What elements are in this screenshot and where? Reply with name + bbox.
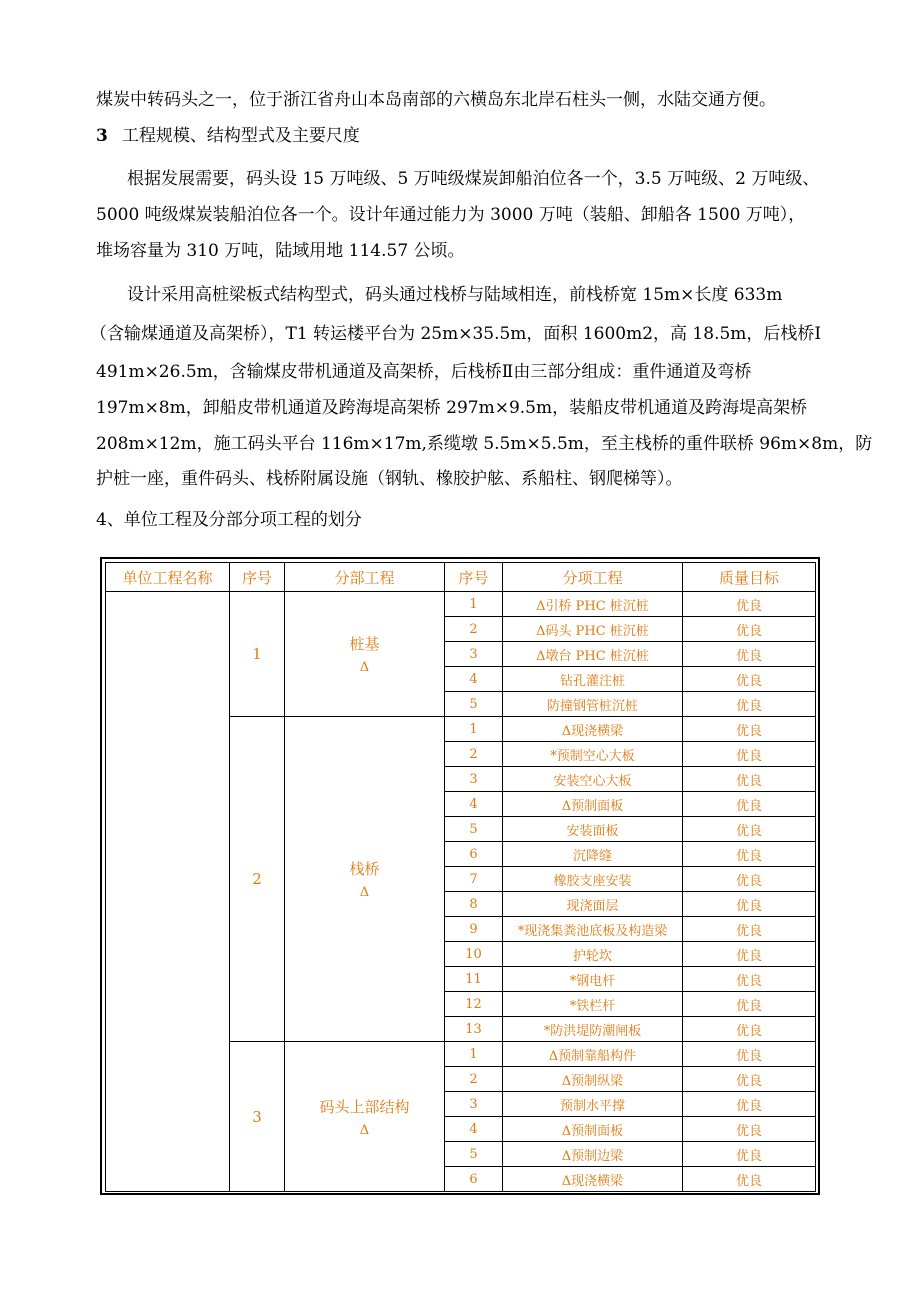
paragraph-line: 煤炭中转码头之一，位于浙江省舟山本岛南部的六横岛东北岸石柱头一侧，水陆交通方便。 (96, 90, 776, 110)
item-name: Δ墩台 PHC 桩沉桩 (503, 642, 683, 667)
item-number: 3 (445, 1092, 503, 1117)
quality-target: 优良 (683, 692, 816, 717)
item-name: 沉降缝 (503, 842, 683, 867)
item-number: 11 (445, 967, 503, 992)
header-unit-name: 单位工程名称 (106, 563, 230, 592)
quality-target: 优良 (683, 767, 816, 792)
header-division-name: 分部工程 (285, 563, 445, 592)
item-name: 钻孔灌注桩 (503, 667, 683, 692)
item-number: 13 (445, 1017, 503, 1042)
paragraph-line: 208m×12m，施工码头平台 116m×17m,系缆墩 5.5m×5.5m，至主栈桥的重件联桥 96m×8m，防 (96, 434, 873, 454)
paragraph-line: 491m×26.5m，含输煤皮带机通道及高架桥，后栈桥Ⅱ由三部分组成：重件通道及弯桥 (96, 362, 752, 382)
project-division-table (100, 557, 820, 1195)
item-number: 3 (445, 642, 503, 667)
quality-target: 优良 (683, 867, 816, 892)
header-item-name: 分项工程 (503, 563, 683, 592)
quality-target: 优良 (683, 967, 816, 992)
division-name-cell (285, 1042, 445, 1192)
item-number: 5 (445, 1142, 503, 1167)
item-number: 4 (445, 667, 503, 692)
item-name: 现浇面层 (503, 892, 683, 917)
item-name: 防撞钢管桩沉桩 (503, 692, 683, 717)
item-name: Δ码头 PHC 桩沉桩 (503, 617, 683, 642)
quality-target: 优良 (683, 842, 816, 867)
item-name: 预制水平撑 (503, 1092, 683, 1117)
table-row (106, 592, 816, 617)
unit-name-cell (106, 592, 230, 1192)
division-name-cell (285, 717, 445, 1042)
item-name: Δ预制靠船构件 (503, 1042, 683, 1067)
item-number: 5 (445, 817, 503, 842)
paragraph-line: 5000 吨级煤炭装船泊位各一个。设计年通过能力为 3000 万吨（装船、卸船各 1500 万吨）， (96, 205, 806, 225)
item-number: 1 (445, 1042, 503, 1067)
item-name: Δ预制面板 (503, 792, 683, 817)
quality-target: 优良 (683, 1067, 816, 1092)
item-number: 12 (445, 992, 503, 1017)
item-name: Δ现浇横梁 (503, 1167, 683, 1192)
quality-target: 优良 (683, 1017, 816, 1042)
item-name: *预制空心大板 (503, 742, 683, 767)
quality-target: 优良 (683, 642, 816, 667)
paragraph-line: （含输煤通道及高架桥），T1 转运楼平台为 25m×35.5m，面积 1600m2，高 18.5m，后栈桥Ⅰ (90, 324, 822, 344)
item-number: 10 (445, 942, 503, 967)
quality-target: 优良 (683, 742, 816, 767)
quality-target: 优良 (683, 717, 816, 742)
division-grid (105, 562, 816, 1192)
item-number: 1 (445, 592, 503, 617)
item-name: 橡胶支座安装 (503, 867, 683, 892)
item-number: 4 (445, 1117, 503, 1142)
paragraph-line: 护桩一座，重件码头、栈桥附属设施（钢轨、橡胶护舷、系船柱、钢爬梯等）。 (96, 469, 683, 489)
division-number: 2 (230, 717, 285, 1042)
paragraph-line: 根据发展需要，码头设 15 万吨级、5 万吨级煤炭卸船泊位各一个，3.5 万吨级、2 万吨级、 (127, 169, 820, 189)
quality-target: 优良 (683, 792, 816, 817)
division-name: 码头上部结构 (319, 1097, 410, 1116)
key-division-mark: Δ (359, 1122, 370, 1138)
section-number: 3 (96, 126, 108, 146)
quality-target: 优良 (683, 1167, 816, 1192)
paragraph-line: 堆场容量为 310 万吨，陆域用地 114.57 公顷。 (96, 241, 465, 261)
quality-target: 优良 (683, 667, 816, 692)
division-number: 1 (230, 592, 285, 717)
item-number: 2 (445, 1067, 503, 1092)
item-name: 安装面板 (503, 817, 683, 842)
item-name: *现浇集粪池底板及构造梁 (503, 917, 683, 942)
division-number: 3 (230, 1042, 285, 1192)
section-heading-3 (96, 124, 360, 148)
quality-target: 优良 (683, 1042, 816, 1067)
item-number: 6 (445, 842, 503, 867)
quality-target: 优良 (683, 1117, 816, 1142)
key-division-mark: Δ (359, 660, 370, 675)
item-number: 5 (445, 692, 503, 717)
key-division-mark: Δ (359, 885, 370, 900)
item-name: 安装空心大板 (503, 767, 683, 792)
division-name-cell (285, 592, 445, 717)
item-name: *防洪堤防潮闸板 (503, 1017, 683, 1042)
item-name: *铁栏杆 (503, 992, 683, 1017)
paragraph-line: 设计采用高桩梁板式结构型式，码头通过栈桥与陆域相连，前栈桥宽 15m×长度 633m (127, 285, 783, 305)
section-heading-4: 4、单位工程及分部分项工程的划分 (96, 510, 362, 530)
item-name: Δ预制纵梁 (503, 1067, 683, 1092)
quality-target: 优良 (683, 942, 816, 967)
quality-target: 优良 (683, 917, 816, 942)
header-division-no: 序号 (230, 563, 285, 592)
item-number: 7 (445, 867, 503, 892)
quality-target: 优良 (683, 892, 816, 917)
item-name: Δ预制面板 (503, 1117, 683, 1142)
item-name: Δ引桥 PHC 桩沉桩 (503, 592, 683, 617)
item-name: 护轮坎 (503, 942, 683, 967)
quality-target: 优良 (683, 992, 816, 1017)
item-number: 9 (445, 917, 503, 942)
quality-target: 优良 (683, 817, 816, 842)
item-number: 6 (445, 1167, 503, 1192)
division-name: 桩基 (349, 635, 380, 653)
paragraph-line: 197m×8m，卸船皮带机通道及跨海堤高架桥 297m×9.5m，装船皮带机通道及跨海堤高架桥 (96, 398, 808, 418)
table-body (106, 592, 816, 1192)
section-title: 工程规模、结构型式及主要尺度 (121, 126, 360, 146)
item-name: Δ预制边梁 (503, 1142, 683, 1167)
quality-target: 优良 (683, 1092, 816, 1117)
division-name: 栈桥 (349, 860, 380, 878)
item-number: 1 (445, 717, 503, 742)
item-name: Δ现浇横梁 (503, 717, 683, 742)
quality-target: 优良 (683, 1142, 816, 1167)
item-name: *钢电杆 (503, 967, 683, 992)
item-number: 8 (445, 892, 503, 917)
item-number: 4 (445, 792, 503, 817)
quality-target: 优良 (683, 592, 816, 617)
quality-target: 优良 (683, 617, 816, 642)
table-header-row (106, 563, 816, 592)
item-number: 3 (445, 767, 503, 792)
header-quality-target: 质量目标 (683, 563, 816, 592)
item-number: 2 (445, 617, 503, 642)
item-number: 2 (445, 742, 503, 767)
header-item-no: 序号 (445, 563, 503, 592)
